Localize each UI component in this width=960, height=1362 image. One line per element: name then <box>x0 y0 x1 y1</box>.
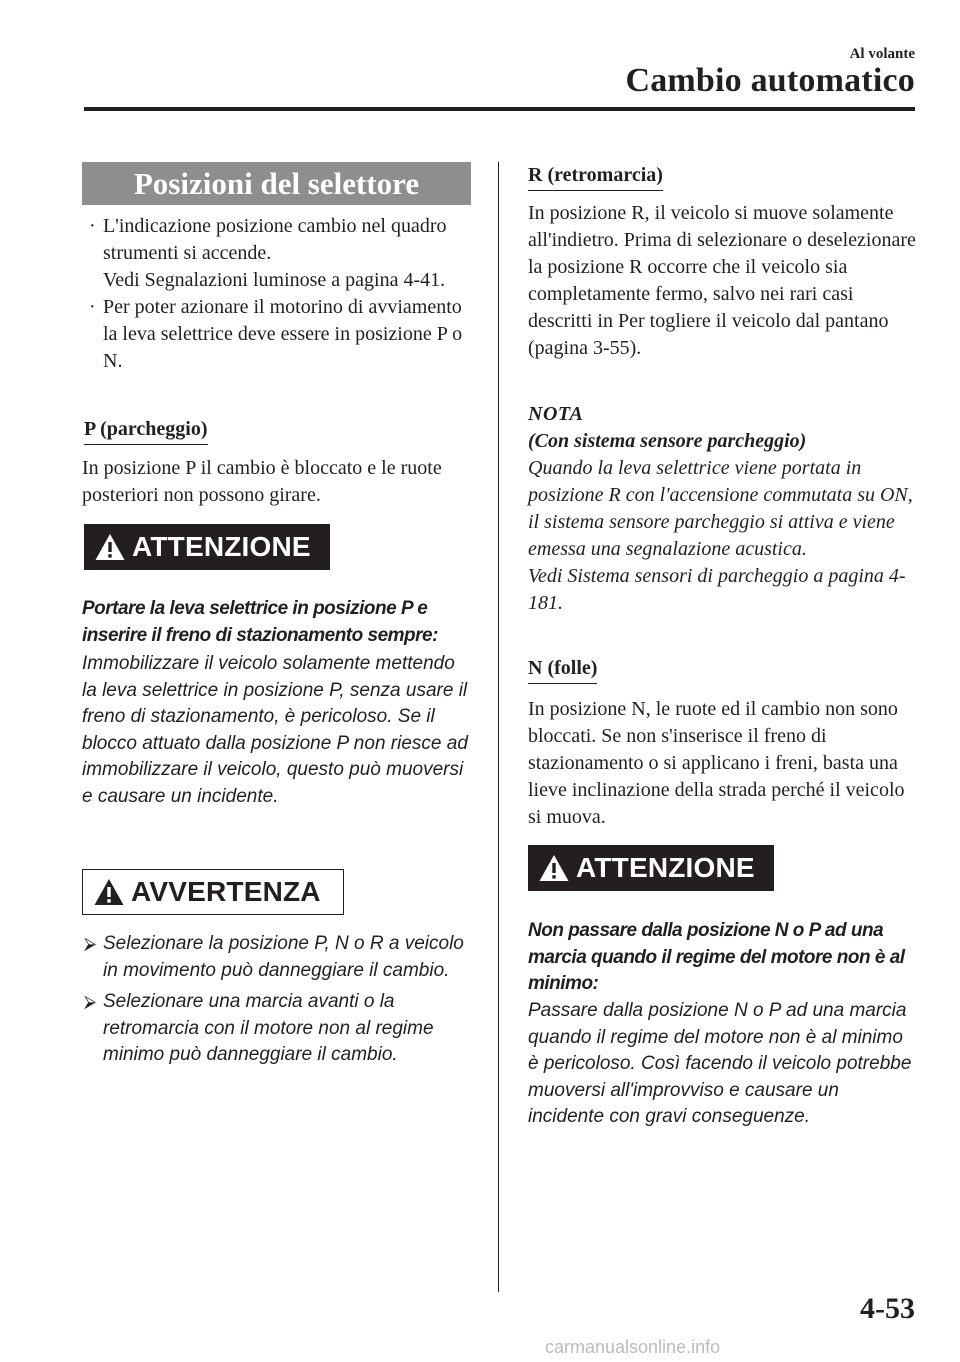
arrow-bullet-icon: ⮚ <box>84 992 97 1011</box>
n-heading: N (folle) <box>528 655 597 684</box>
column-divider <box>498 162 499 1292</box>
page-number: 4-53 <box>860 1292 915 1325</box>
running-section-title: Al volante <box>849 46 915 62</box>
warning-body: Passare dalla posizione N o P ad una marcia quando il regime del motore non è al minimo è pericoloso. Così facendo il veicolo potrebbe muoversi all'improvviso e causare un incidente con gravi conseguenze. <box>528 1000 912 1127</box>
bullet-text: Per poter azionare il motorino di avviamento la leva selettrice deve essere in posizione P o N. <box>103 296 463 372</box>
warning-triangle-icon <box>94 532 126 562</box>
bullet-text: L'indicazione posizione cambio nel quadro strumenti si accende. <box>103 215 447 264</box>
note-condition: (Con sistema sensore parcheggio) <box>528 430 807 452</box>
note-block <box>528 401 918 617</box>
caution-box <box>82 869 344 915</box>
r-body: In posizione R, il veicolo si muove solamente all'indietro. Prima di selezionare o deselezionare la posizione R occorre che il veicolo sia completamente fermo, salvo nei rari casi descritti in Per togliere il veicolo dal pantano (pagina 3-55). <box>528 202 916 359</box>
note-title: NOTA <box>528 403 584 425</box>
intro-bullet-item <box>82 294 474 375</box>
warning-box <box>528 845 774 891</box>
intro-bullet-item <box>82 213 474 294</box>
arrow-bullet-icon: ⮚ <box>84 934 97 953</box>
warning-triangle-icon <box>93 877 125 907</box>
warning-triangle-icon <box>538 853 570 883</box>
bullet-mark: · <box>89 296 96 318</box>
n-body: In posizione N, le ruote ed il cambio non sono bloccati. Se non s'inserisce il freno di stazionamento o si applicano i freni, basta una lieve inclinazione della strada perché il veicolo si muova. <box>528 698 905 828</box>
p-body: In posizione P il cambio è bloccato e le ruote posteriori non possono girare. <box>82 457 442 506</box>
caution-item-text: Selezionare una marcia avanti o la retromarcia con il motore non al regime minimo può danneggiare il cambio. <box>103 991 434 1065</box>
p-heading: P (parcheggio) <box>84 416 208 445</box>
warning-body: Immobilizzare il veicolo solamente mettendo la leva selettrice in posizione P, senza usare il freno di stazionamento, è pericoloso. Se il blocco attuato dalla posizione P non riesce ad immobilizzare il veicolo, questo può muoversi e causare un incidente. <box>82 653 468 807</box>
caution-item-text: Selezionare la posizione P, N o R a veicolo in movimento può danneggiare il cambio. <box>103 933 464 981</box>
bullet-mark: · <box>89 215 96 237</box>
caution-item <box>82 931 474 984</box>
caution-item <box>82 989 474 1069</box>
note-reference: Vedi Sistema sensori di parcheggio a pagina 4-181. <box>528 565 906 614</box>
warning-lead: Non passare dalla posizione N o P ad una marcia quando il regime del motore non è al minimo: <box>528 920 905 994</box>
page-reference: Vedi Segnalazioni luminose a pagina 4-41. <box>103 269 446 291</box>
watermark: carmanualsonline.info <box>545 1337 721 1357</box>
warning-label: ATTENZIONE <box>576 852 755 883</box>
warning-lead: Portare la leva selettrice in posizione P e inserire il freno di stazionamento sempre: <box>82 598 438 646</box>
warning-label: ATTENZIONE <box>132 531 311 562</box>
intro-bullet-list <box>82 213 474 375</box>
warning-box <box>84 524 330 570</box>
caution-label: AVVERTENZA <box>131 876 321 907</box>
r-heading: R (retromarcia) <box>528 162 663 191</box>
caution-list <box>82 931 474 1074</box>
running-chapter-title: Cambio automatico <box>625 62 915 99</box>
note-body: Quando la leva selettrice viene portata in posizione R con l'accensione commutata su ON, il sistema sensore parcheggio si attiva e viene emessa una segnalazione acustica. <box>528 457 913 560</box>
header-rule <box>84 107 915 111</box>
section-title: Posizioni del selettore <box>82 162 471 205</box>
